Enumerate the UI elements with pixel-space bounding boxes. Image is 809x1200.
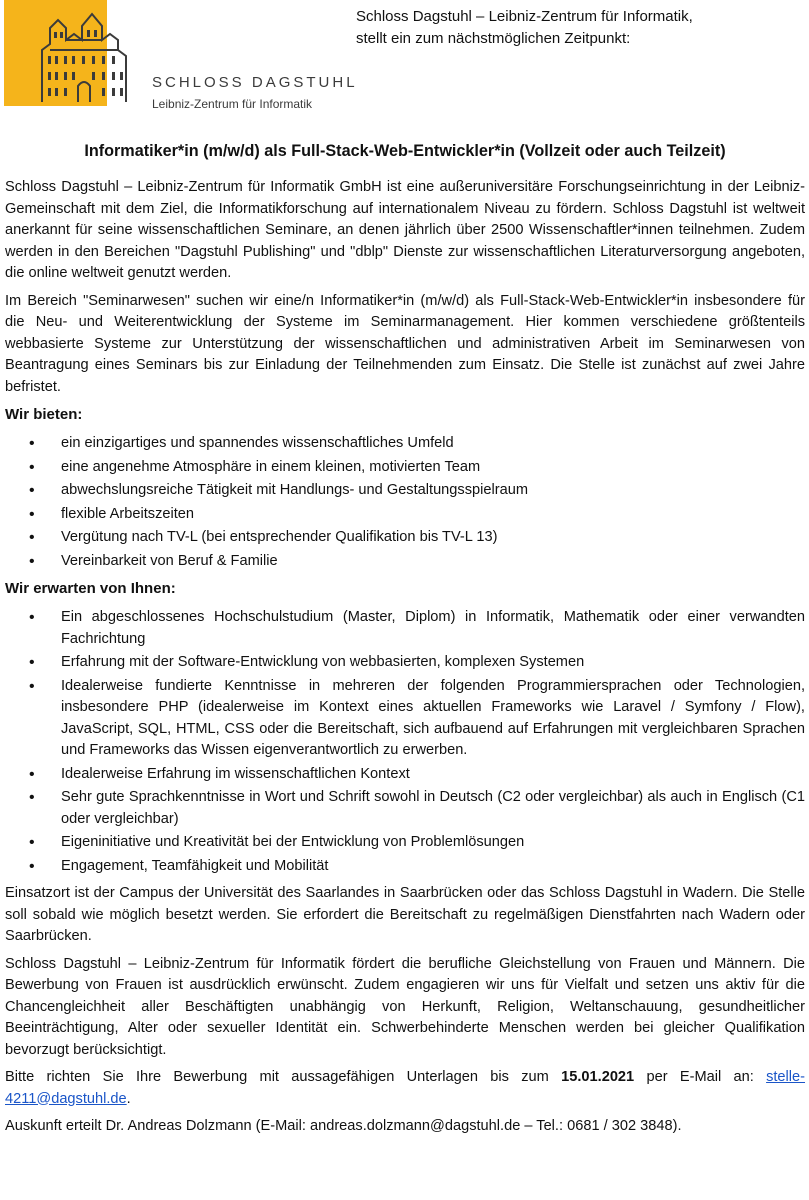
logo-background	[4, 0, 107, 106]
expect-heading: Wir erwarten von Ihnen:	[5, 580, 176, 597]
contact-paragraph: Auskunft erteilt Dr. Andreas Dolzmann (E-Mail: andreas.dolzmann@dagstuhl.de – Tel.: 0681 / 302 3848).	[5, 1118, 682, 1134]
logo-subtitle: Leibniz-Zentrum für Informatik	[152, 97, 313, 111]
expect-item: • Idealerweise Erfahrung im wissenschaftlichen Kontext	[61, 764, 805, 786]
apply-email-link[interactable]: stelle-4211@dagstuhl.de	[5, 1069, 806, 1107]
expect-item: • Sehr gute Sprachkenntnisse in Wort und Schrift sowohl in Deutsch (C2 oder vergleichbar) als auch in Englisch (C1 oder vergleichbar)	[61, 787, 805, 830]
expect-item: • Idealerweise fundierte Kenntnisse in mehreren der folgenden Programmiersprachen oder Technologien, insbesondere PHP (idealerweise im Kontext eines aktuellen Frameworks wie Laravel / Symfony / Flow), JavaScript, SQL, HTML, CSS oder die Bereitschaft, sich aufbauend auf Erfahrungen mit vergleichbaren Sprachen und Frameworks das Wissen eigenverantwortlich zu erwerben.	[61, 676, 805, 762]
expect-item: • Eigeninitiative und Kreativität bei der Entwicklung von Problemlösungen	[61, 832, 805, 854]
offer-list	[5, 433, 805, 572]
offer-item: • ein einzigartiges und spannendes wissenschaftliches Umfeld	[61, 433, 805, 455]
offer-item: • abwechslungsreiche Tätigkeit mit Handlungs- und Gestaltungsspielraum	[61, 480, 805, 502]
equality-paragraph: Schloss Dagstuhl – Leibniz-Zentrum für Informatik fördert die berufliche Gleichstellung von Frauen und Männern. Die Bewerbung von Frauen ist ausdrücklich erwünscht. Zudem engagieren wir uns für Vielfalt und setzen uns aktiv für die Chancengleichheit aller Beschäftigten unabhängig von Herkunft, Religion, Weltanschauung, gesundheitlicher Beeinträchtigung, Alter oder sexueller Identität ein. Schwerbehinderte Menschen werden bei gleicher Qualifikation bevorzugt berücksichtigt.	[5, 955, 805, 1058]
offer-item: • Vergütung nach TV-L (bei entsprechender Qualifikation bis TV-L 13)	[61, 527, 805, 549]
logo-title: SCHLOSS DAGSTUHL	[152, 74, 358, 91]
employer-line-1: Schloss Dagstuhl – Leibniz-Zentrum für Informatik,	[356, 8, 693, 25]
apply-prefix: Bitte richten Sie Ihre Bewerbung mit aussagefähigen Unterlagen bis zum	[5, 1069, 562, 1085]
expect-list	[5, 607, 805, 877]
castle-icon	[40, 10, 140, 102]
location-paragraph: Einsatzort ist der Campus der Universität des Saarlandes in Saarbrücken oder das Schloss Dagstuhl in Wadern. Die Stelle soll sobald wie möglich besetzt werden. Sie erfordert die Bereitschaft zu regelmäßigen Dienstfahrten nach Wadern oder Saarbrücken.	[5, 885, 805, 944]
offer-heading: Wir bieten:	[5, 406, 83, 423]
expect-item: • Erfahrung mit der Software-Entwicklung von webbasierten, komplexen Systemen	[61, 652, 805, 674]
apply-deadline: 15.01.2021	[561, 1069, 635, 1085]
job-posting	[5, 139, 805, 1144]
offer-item: • Vereinbarkeit von Beruf & Familie	[61, 551, 805, 573]
employer-line-2: stellt ein zum nächstmöglichen Zeitpunkt:	[356, 30, 631, 47]
intro-paragraph: Schloss Dagstuhl – Leibniz-Zentrum für Informatik GmbH ist eine außeruniversitäre Forschungseinrichtung in der Leibniz-Gemeinschaft mit dem Ziel, die Informatikforschung auf internationalem Niveau zu fördern. Schloss Dagstuhl ist weltweit anerkannt für seine wissenschaftlichen Seminare, an denen jährlich über 2500 Wissenschaftler*innen teilnehmen. Zudem werden in den Bereichen "Dagstuhl Publishing" und "dblp" Dienste zur wissenschaftlichen Literaturversorgung angeboten, die online weltweit genutzt werden.	[5, 179, 805, 281]
apply-suffix: .	[126, 1090, 131, 1107]
apply-paragraph	[5, 1067, 805, 1110]
description-paragraph: Im Bereich "Seminarwesen" suchen wir eine/n Informatiker*in (m/w/d) als Full-Stack-Web-Entwickler*in insbesondere für die Neu- und Weiterentwicklung der Systeme im Seminarmanagement. Hier kommen verschiedene größtenteils webbasierte Systeme zur Unterstützung der wissenschaftlichen und administrativen Arbeit im Seminarwesen von Beantragung eines Seminars bis zur Einladung der Teilnehmenden zum Einsatz. Die Stelle ist zunächst auf zwei Jahre befristet.	[5, 292, 805, 395]
apply-middle: per E-Mail an:	[634, 1069, 767, 1085]
expect-item: • Engagement, Teamfähigkeit und Mobilität	[61, 856, 805, 878]
expect-item: • Ein abgeschlossenes Hochschulstudium (Master, Diplom) in Informatik, Mathematik oder einer verwandten Fachrichtung	[61, 607, 805, 650]
offer-item: • eine angenehme Atmosphäre in einem kleinen, motivierten Team	[61, 457, 805, 479]
employer-statement	[356, 6, 693, 50]
offer-item: • flexible Arbeitszeiten	[61, 504, 805, 526]
job-title: Informatiker*in (m/w/d) als Full-Stack-Web-Entwickler*in (Vollzeit oder auch Teilzeit)	[84, 142, 726, 160]
